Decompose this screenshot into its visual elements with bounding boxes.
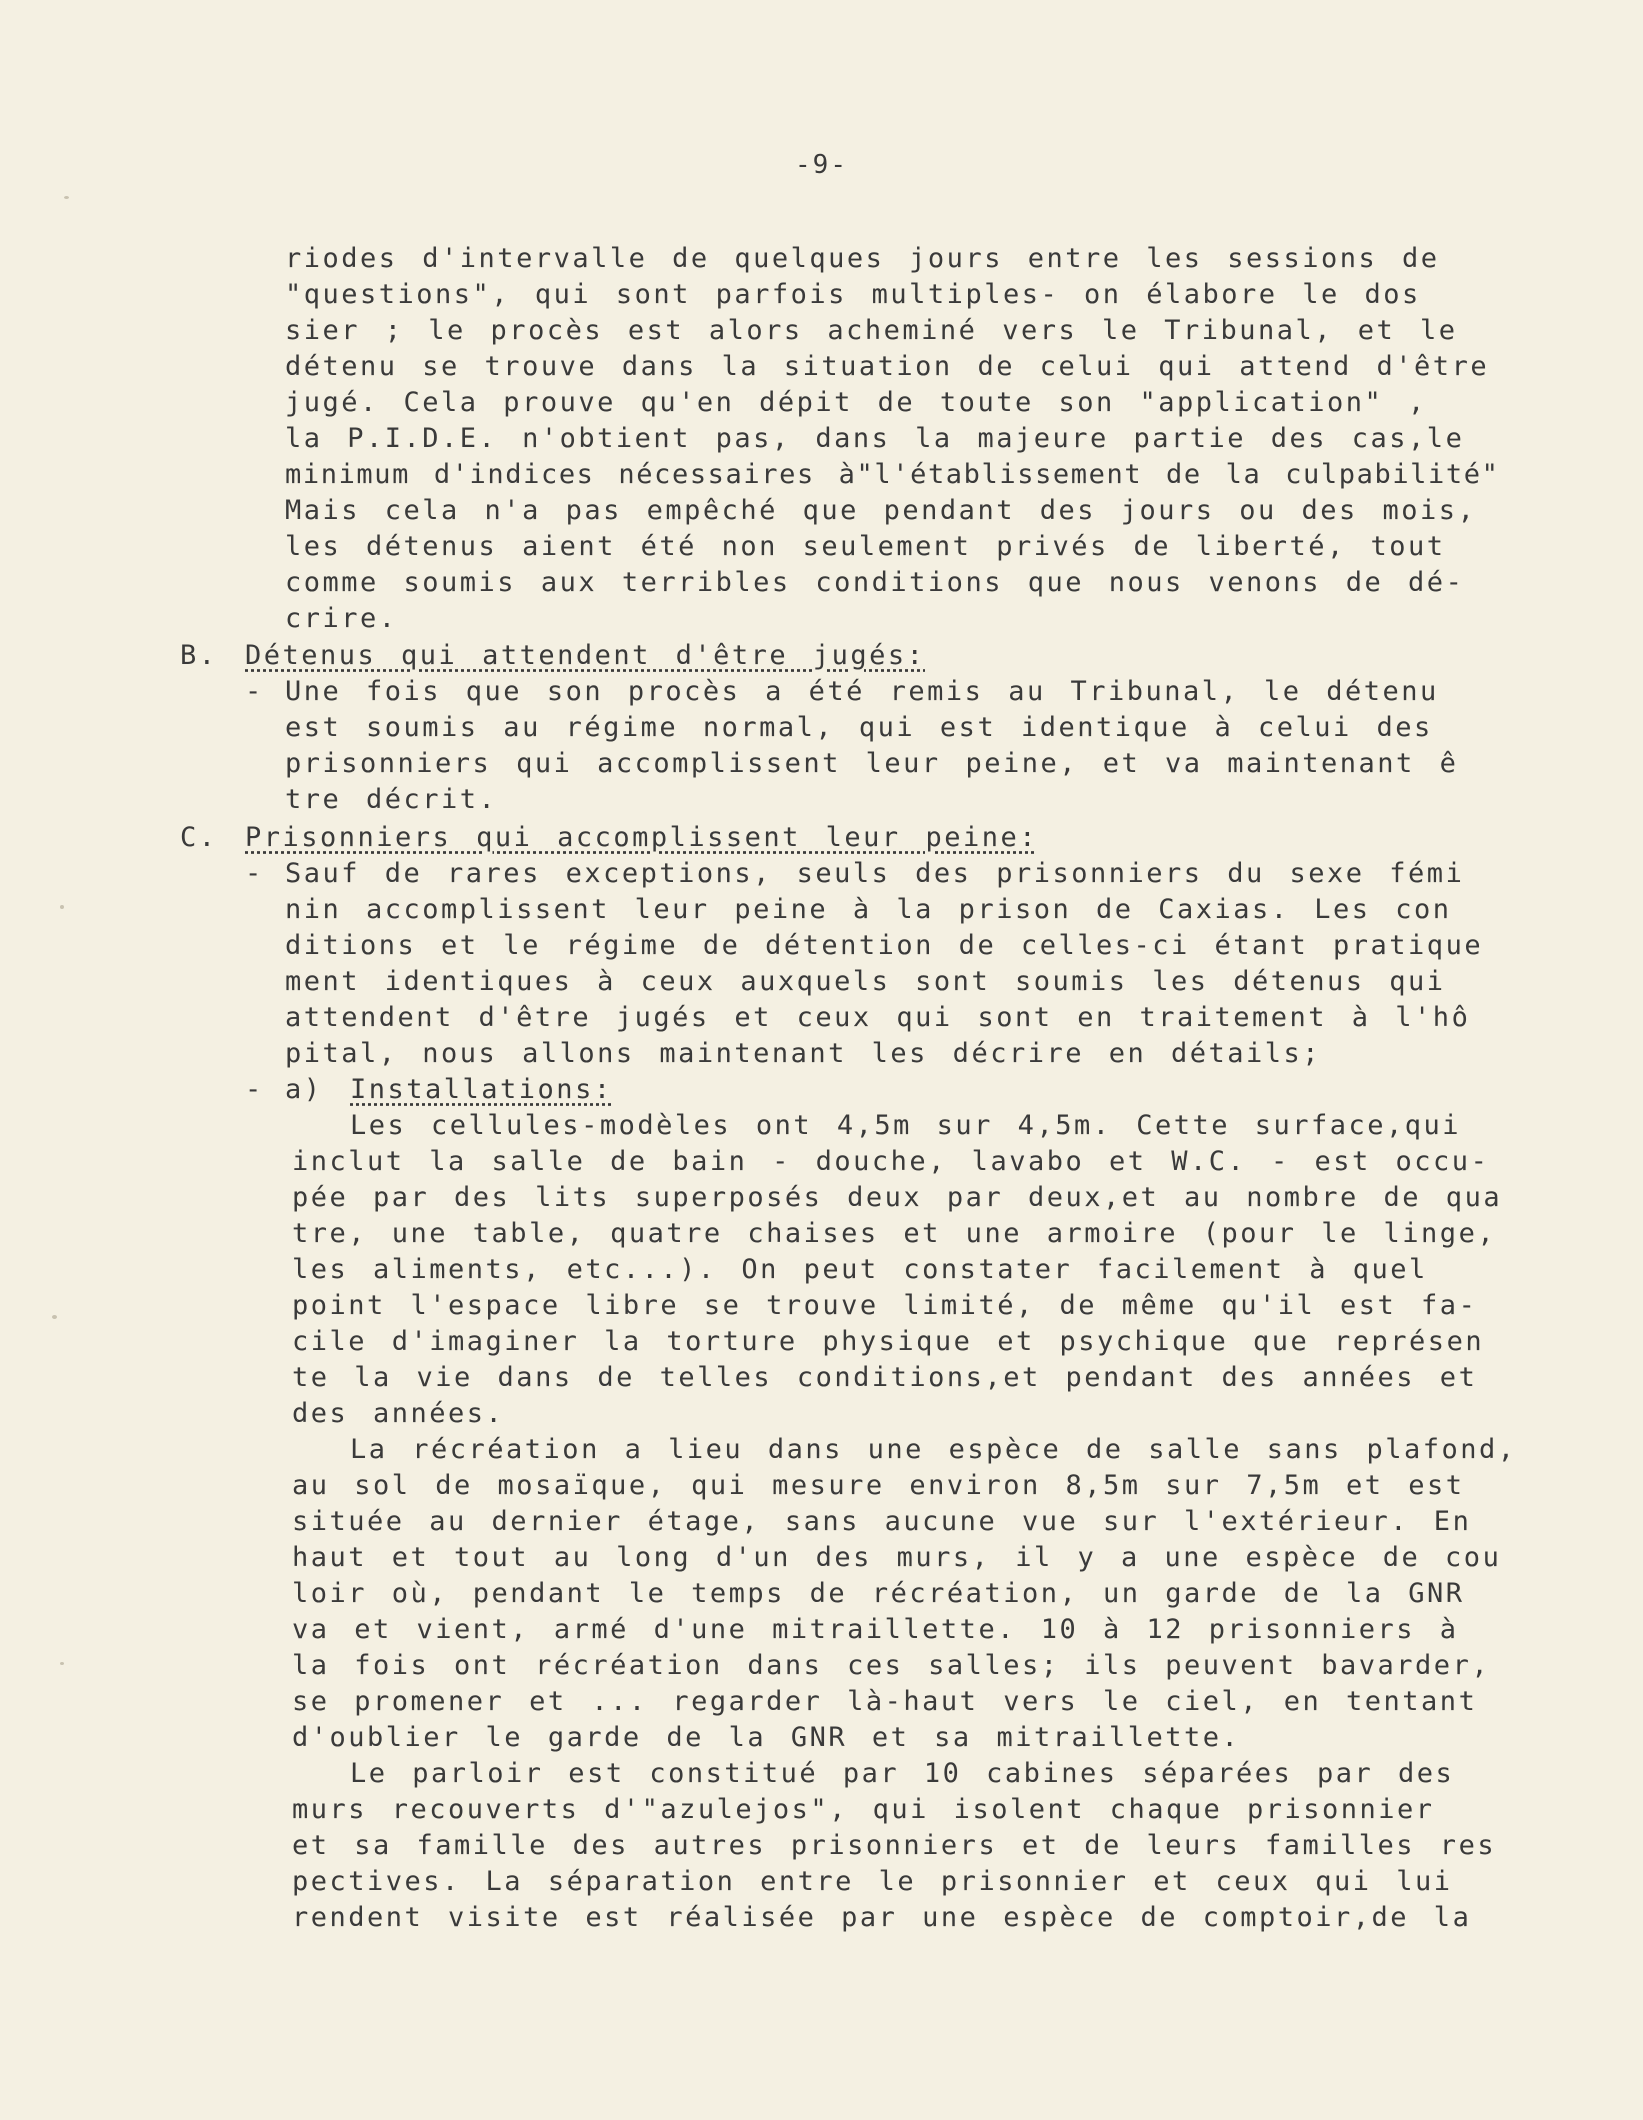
- bullet-dash: -: [245, 676, 264, 707]
- section-heading: [245, 820, 1038, 856]
- text-line: murs recouverts d'"azulejos", qui isolent chaque prisonnier: [292, 1794, 1435, 1825]
- text-line: pital, nous allons maintenant les décrire en détails;: [285, 1038, 1322, 1069]
- text-line: ment identiques à ceux auxquels sont soumis les détenus qui: [285, 966, 1446, 997]
- section-heading-text: Détenus qui attendent d'être jugés:: [245, 640, 926, 671]
- section-heading-text: Prisonniers qui accomplissent leur peine:: [245, 822, 1038, 853]
- text-line: cile d'imaginer la torture physique et psychique que représen: [292, 1326, 1485, 1357]
- text-line: prisonniers qui accomplissent leur peine, et va maintenant ê: [285, 748, 1459, 779]
- text-line: loir où, pendant le temps de récréation, un garde de la GNR: [292, 1578, 1465, 1609]
- text-line: Le parloir est constitué par 10 cabines séparées par des: [350, 1758, 1455, 1789]
- bullet-dash: -: [245, 858, 264, 889]
- text-line: point l'espace libre se trouve limité, de même qu'il est fa-: [292, 1290, 1478, 1321]
- text-line: comme soumis aux terribles conditions que nous venons de dé-: [285, 567, 1465, 598]
- text-line: jugé. Cela prouve qu'en dépit de toute son "application" ,: [285, 387, 1427, 418]
- text-line: crire.: [285, 603, 398, 634]
- text-line: "questions", qui sont parfois multiples- on élabore le dos: [285, 279, 1421, 310]
- text-line: minimum d'indices nécessaires à"l'établissement de la culpabilité": [285, 459, 1500, 490]
- text-line: attendent d'être jugés et ceux qui sont en traitement à l'hô: [285, 1002, 1471, 1033]
- bullet-dash: -: [245, 1074, 264, 1105]
- page-number: -9-: [795, 150, 848, 180]
- text-line: se promener et ... regarder là-haut vers le ciel, en tentant: [292, 1686, 1478, 1717]
- text-line: va et vient, armé d'une mitraillette. 10 à 12 prisonniers à: [292, 1614, 1459, 1645]
- text-line: ditions et le régime de détention de celles-ci étant pratique: [285, 930, 1484, 961]
- paper-speck: [52, 1315, 57, 1319]
- text-line: pée par des lits superposés deux par deux,et au nombre de qua: [292, 1182, 1503, 1213]
- paper-speck: [60, 905, 64, 909]
- text-line: est soumis au régime normal, qui est identique à celui des: [285, 712, 1433, 743]
- text-line: détenu se trouve dans la situation de celui qui attend d'être: [285, 351, 1490, 382]
- text-line: tre décrit.: [285, 784, 498, 815]
- text-line: nin accomplissent leur peine à la prison de Caxias. Les con: [285, 894, 1452, 925]
- subsection-heading: [350, 1072, 613, 1108]
- text-line: les détenus aient été non seulement privés de liberté, tout: [285, 531, 1446, 562]
- text-line: inclut la salle de bain - douche, lavabo et W.C. - est occu-: [292, 1146, 1490, 1177]
- section-heading: [245, 638, 925, 674]
- text-line: rendent visite est réalisée par une espèce de comptoir,de la: [292, 1902, 1472, 1933]
- text-line: et sa famille des autres prisonniers et de leurs familles res: [292, 1830, 1497, 1861]
- text-line: riodes d'intervalle de quelques jours entre les sessions de: [285, 243, 1440, 274]
- text-line: des années.: [292, 1398, 505, 1429]
- text-line: la P.I.D.E. n'obtient pas, dans la majeure partie des cas,le: [285, 423, 1465, 454]
- paper-speck: [64, 196, 69, 199]
- text-line: située au dernier étage, sans aucune vue sur l'extérieur. En: [292, 1506, 1472, 1537]
- section-marker: B.: [180, 640, 218, 671]
- subsection-heading-text: Installations:: [350, 1074, 613, 1105]
- text-line: Les cellules-modèles ont 4,5m sur 4,5m. Cette surface,qui: [350, 1110, 1462, 1141]
- text-line: haut et tout au long d'un des murs, il y a une espèce de cou: [292, 1542, 1502, 1573]
- text-line: sier ; le procès est alors acheminé vers le Tribunal, et le: [285, 315, 1458, 346]
- paper-speck: [60, 1662, 64, 1665]
- text-line: Une fois que son procès a été remis au Tribunal, le détenu: [285, 676, 1439, 707]
- text-line: Mais cela n'a pas empêché que pendant des jours ou des mois,: [285, 495, 1477, 526]
- text-line: au sol de mosaïque, qui mesure environ 8,5m sur 7,5m et est: [292, 1470, 1465, 1501]
- text-line: te la vie dans de telles conditions,et pendant des années et: [292, 1362, 1478, 1393]
- text-line: tre, une table, quatre chaises et une armoire (pour le linge,: [292, 1218, 1497, 1249]
- text-line: d'oublier le garde de la GNR et sa mitraillette.: [292, 1722, 1241, 1753]
- text-line: la fois ont récréation dans ces salles; ils peuvent bavarder,: [292, 1650, 1491, 1681]
- text-line: La récréation a lieu dans une espèce de salle sans plafond,: [350, 1434, 1517, 1465]
- section-marker: C.: [180, 822, 218, 853]
- subsection-label: a): [285, 1074, 323, 1105]
- text-line: les aliments, etc...). On peut constater facilement à quel: [292, 1254, 1428, 1285]
- text-line: Sauf de rares exceptions, seuls des prisonniers du sexe fémi: [285, 858, 1465, 889]
- text-line: pectives. La séparation entre le prisonnier et ceux qui lui: [292, 1866, 1453, 1897]
